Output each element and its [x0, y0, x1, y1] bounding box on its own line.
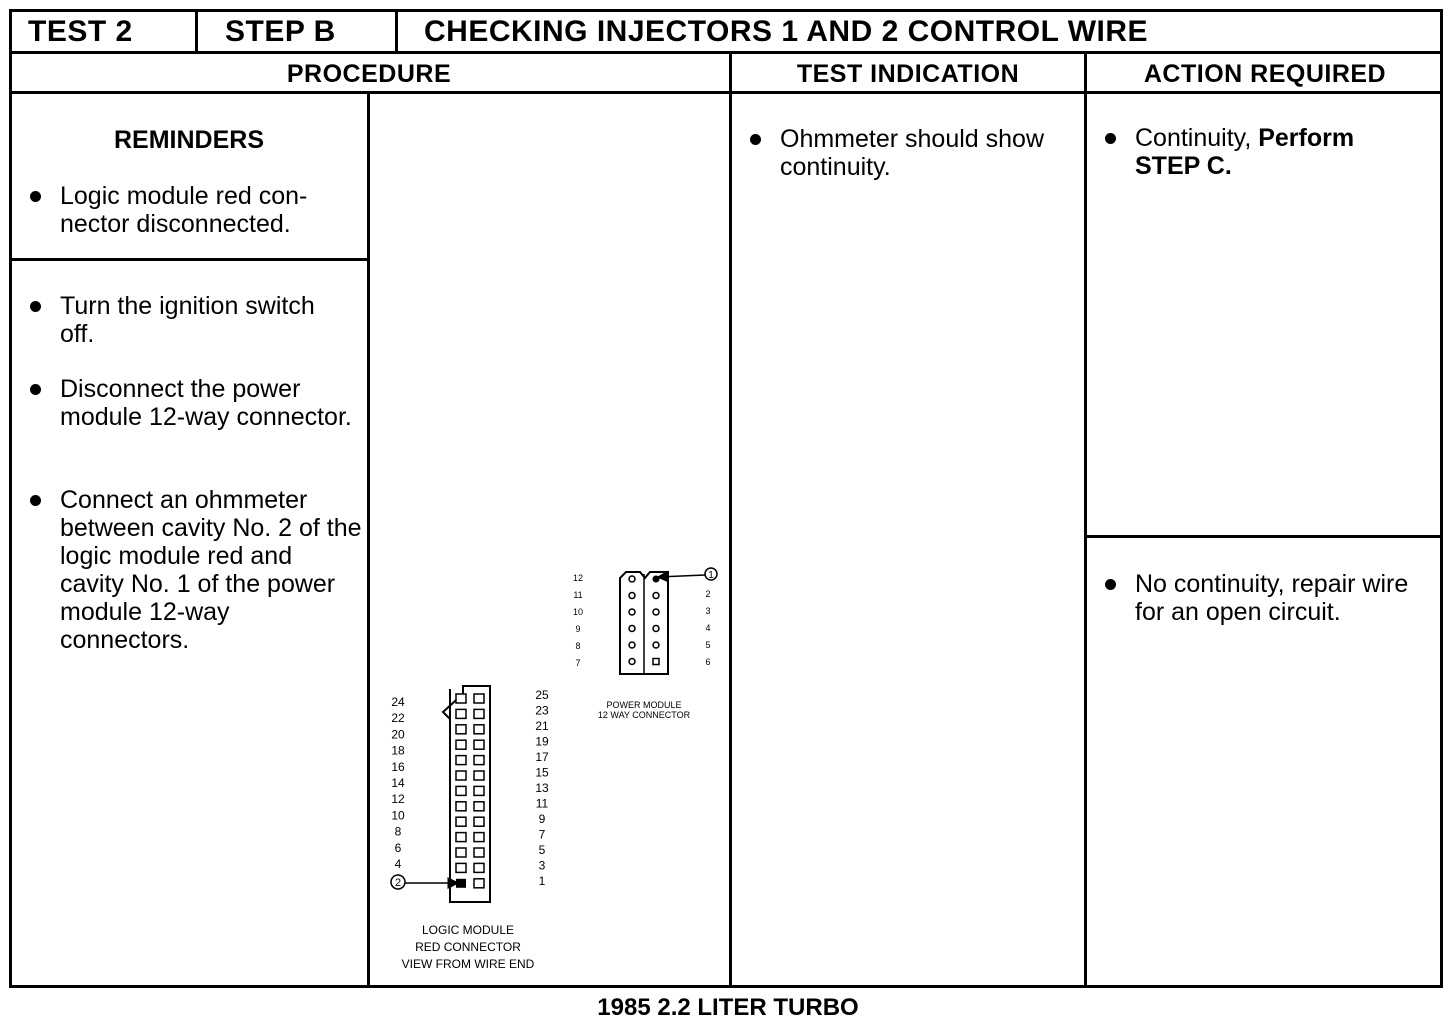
power-callout-label: 1: [708, 570, 714, 581]
procedure-header: PROCEDURE: [286, 60, 452, 88]
logic-callout-label: 2: [394, 877, 402, 889]
logic-caption-2: RED CONNECTOR: [415, 940, 521, 954]
logic-pin-number: 24: [391, 695, 405, 709]
logic-cavity: [456, 756, 466, 765]
logic-cavity: [456, 833, 466, 842]
logic-cavity: [474, 863, 484, 872]
action-pass-bold: Perform STEP C.: [1135, 124, 1355, 180]
header-divider: [9, 51, 1443, 54]
logic-cavity: [456, 771, 466, 780]
procedure-step-2: Disconnect the power module 12-way connector.: [12, 375, 352, 431]
logic-pin-number: 25: [535, 688, 549, 702]
action-pass-text: Continuity,: [1135, 124, 1259, 152]
logic-pin-number: 23: [535, 703, 549, 718]
power-cavity: [629, 593, 635, 599]
logic-cavity: [474, 756, 484, 765]
power-cavity: [629, 576, 635, 582]
power-caption-1: POWER MODULE: [606, 700, 682, 710]
logic-pin-number: 19: [535, 734, 549, 749]
logic-pin-number: 22: [391, 711, 405, 726]
logic-pin-number: 11: [535, 796, 549, 811]
connector-diagram: [370, 94, 728, 986]
logic-cavity: [474, 879, 484, 888]
procedure-step-1: Turn the ignition switch off.: [12, 292, 352, 348]
procedure-step-3: Connect an ohmmeter between cavity No. 2 of the logic module red and cavity No. 1 of the power module 12-way connectors.: [12, 486, 362, 654]
power-pin-number: 11: [573, 590, 583, 600]
test-indication-item: Ohmmeter should show continuity.: [732, 125, 1077, 181]
logic-caption-1: LOGIC MODULE: [421, 923, 515, 937]
logic-pin-number: 20: [391, 727, 405, 742]
logic-cavity: [456, 725, 466, 734]
logic-pin-number: 15: [535, 765, 549, 780]
power-cavity: [653, 609, 659, 615]
logic-cavity: [474, 771, 484, 780]
power-pin-number: 9: [575, 624, 581, 634]
power-cavity: [653, 593, 659, 599]
action-required-header: ACTION REQUIRED: [1143, 60, 1387, 88]
footer-caption: 1985 2.2 LITER TURBO: [597, 994, 859, 1021]
power-module-connector: [573, 568, 717, 720]
logic-cavity: [456, 709, 466, 718]
logic-cavity: [474, 725, 484, 734]
logic-pin-number: 16: [391, 759, 405, 774]
power-pin-number: 8: [575, 641, 581, 651]
logic-cavity: [474, 786, 484, 795]
test-indication-header: TEST INDICATION: [796, 60, 1020, 88]
step-label: STEP B: [225, 15, 336, 48]
logic-pin-number: 9: [538, 812, 546, 826]
power-pin-number: 12: [572, 573, 584, 583]
action-fail: No continuity, repair wire for an open circuit.: [1087, 570, 1437, 626]
power-cavity: [629, 609, 635, 615]
logic-cavity: [456, 694, 466, 703]
test-number: TEST 2: [28, 15, 133, 48]
power-pin-number: 4: [705, 623, 711, 633]
logic-module-connector: [391, 686, 549, 971]
logic-pin-number: 4: [394, 857, 402, 871]
logic-pin-number: 13: [535, 781, 549, 795]
logic-cavity: [474, 817, 484, 826]
power-pin-number: 10: [572, 607, 584, 617]
action-pass: [1087, 124, 1407, 180]
logic-pin-number: 14: [391, 776, 405, 790]
col-sep-procedure: [729, 51, 732, 988]
logic-cavity: [474, 848, 484, 857]
col-sep-indication: [1084, 51, 1087, 988]
reminders-divider: [9, 258, 369, 261]
logic-cavity: [474, 694, 484, 703]
logic-cavity: [474, 802, 484, 811]
power-pin-number: 2: [705, 589, 711, 599]
power-pin-number: 5: [705, 640, 711, 650]
power-cavity: [629, 659, 635, 665]
power-cavity: [629, 642, 635, 648]
logic-pin-number: 21: [535, 719, 549, 733]
logic-cavity: [456, 786, 466, 795]
power-cavity: [653, 659, 659, 665]
logic-cavity: [456, 863, 466, 872]
action-divider: [1084, 535, 1443, 538]
logic-pin-number: 10: [391, 808, 405, 823]
logic-pin-number: 3: [538, 858, 546, 873]
logic-pin-number: 17: [535, 750, 549, 764]
header-sep-1: [195, 9, 198, 53]
logic-pin-number: 8: [394, 824, 402, 839]
logic-pin-number: 18: [391, 743, 405, 758]
logic-caption-3: VIEW FROM WIRE END: [401, 957, 535, 971]
power-pin-number: 7: [575, 658, 581, 668]
page-title: CHECKING INJECTORS 1 AND 2 CONTROL WIRE: [424, 15, 1149, 48]
power-pin-number: 6: [705, 657, 711, 667]
logic-pin-number: 5: [538, 843, 546, 857]
power-cavity: [629, 626, 635, 632]
reminder-item: Logic module red con- nector disconnected.: [12, 182, 342, 238]
logic-cavity: [456, 848, 466, 857]
power-cavity: [653, 642, 659, 648]
logic-cavity: [474, 833, 484, 842]
logic-pin-number: 12: [391, 792, 405, 807]
reminders-title: REMINDERS: [113, 126, 264, 154]
logic-cavity: [456, 802, 466, 811]
logic-cavity: [474, 709, 484, 718]
logic-pin-number: 6: [394, 840, 402, 855]
header-sep-2: [395, 9, 398, 53]
power-cavity: [653, 626, 659, 632]
power-caption-2: 12 WAY CONNECTOR: [597, 710, 691, 720]
logic-pin-number: 1: [538, 874, 546, 888]
logic-pin-number: 7: [538, 827, 546, 842]
logic-cavity: [474, 740, 484, 749]
power-pin-number: 3: [705, 606, 711, 616]
logic-cavity: [456, 740, 466, 749]
logic-cavity: [456, 817, 466, 826]
